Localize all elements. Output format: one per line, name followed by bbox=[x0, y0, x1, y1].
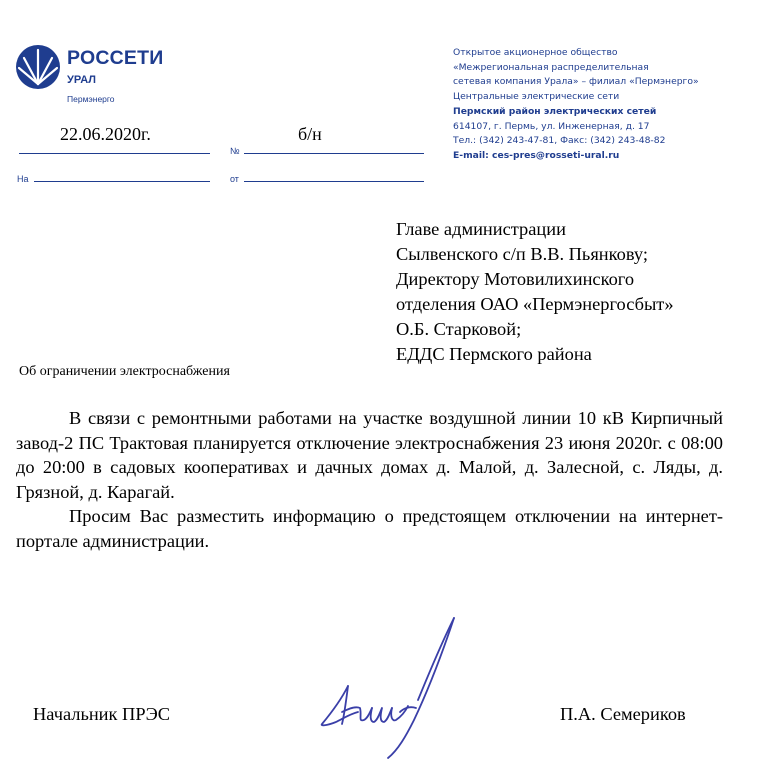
org-line: сетевая компания Урала» – филиал «Пермэнерго» bbox=[453, 76, 699, 88]
org-district: Пермский район электрических сетей bbox=[453, 105, 657, 117]
body-paragraph: В связи с ремонтными работами на участке воздушной линии 10 кВ Кирпичный завод-2 ПС Трактовая планируется отключение электроснабжения 23 июня 2020г. с 08:00 до 20:00 в садовых кооперативах и дачных домах д. Малой, д. Залесной, с. Ляды, д. Грязной, д. Карагай. bbox=[16, 408, 723, 502]
addressee-line: Сылвенского с/п В.В. Пьянкову; bbox=[396, 244, 648, 264]
signatory-name: П.А. Семериков bbox=[560, 704, 686, 724]
date-underline bbox=[19, 153, 210, 154]
addressee-line: ЕДДС Пермского района bbox=[396, 344, 592, 364]
org-line: «Межрегиональная распределительная bbox=[453, 61, 649, 73]
organization-block bbox=[453, 46, 699, 164]
reply-from-underline bbox=[244, 181, 424, 182]
addressee-line: Директору Мотовилихинского bbox=[396, 269, 635, 289]
addressee-line: О.Б. Старковой; bbox=[396, 319, 522, 339]
signatory-position: Начальник ПРЭС bbox=[33, 704, 170, 724]
body-paragraph: Просим Вас разместить информацию о предстоящем отключении на интернет-портале администрации. bbox=[16, 506, 723, 551]
org-line: Центральные электрические сети bbox=[453, 91, 620, 103]
handwritten-signature-icon bbox=[314, 612, 464, 762]
number-underline bbox=[244, 153, 424, 154]
letter-subject: Об ограничении электроснабжения bbox=[19, 364, 230, 379]
reply-to-underline bbox=[34, 181, 210, 182]
letter-number: б/н bbox=[298, 124, 322, 144]
letter-body bbox=[16, 406, 723, 553]
reply-from-label: от bbox=[230, 174, 239, 184]
addressee-block bbox=[396, 217, 674, 367]
org-line: Открытое акционерное общество bbox=[453, 47, 618, 58]
reply-to-label: На bbox=[17, 174, 29, 184]
number-label: № bbox=[230, 146, 240, 156]
rosseti-logo-icon bbox=[15, 44, 61, 90]
org-address: 614107, г. Пермь, ул. Инженерная, д. 17 bbox=[453, 120, 650, 132]
letter-date: 22.06.2020г. bbox=[60, 124, 151, 144]
org-email[interactable]: E-mail: ces-pres@rosseti-ural.ru bbox=[453, 149, 620, 161]
logo-branch: Пермэнерго bbox=[67, 94, 115, 104]
logo-name: РОССЕТИ bbox=[67, 47, 164, 69]
logo-sub: УРАЛ bbox=[67, 74, 97, 86]
org-phone: Тел.: (342) 243-47-81, Факс: (342) 243-48-82 bbox=[453, 135, 666, 147]
addressee-line: отделения ОАО «Пермэнергосбыт» bbox=[396, 294, 674, 314]
addressee-line: Главе администрации bbox=[396, 219, 566, 239]
